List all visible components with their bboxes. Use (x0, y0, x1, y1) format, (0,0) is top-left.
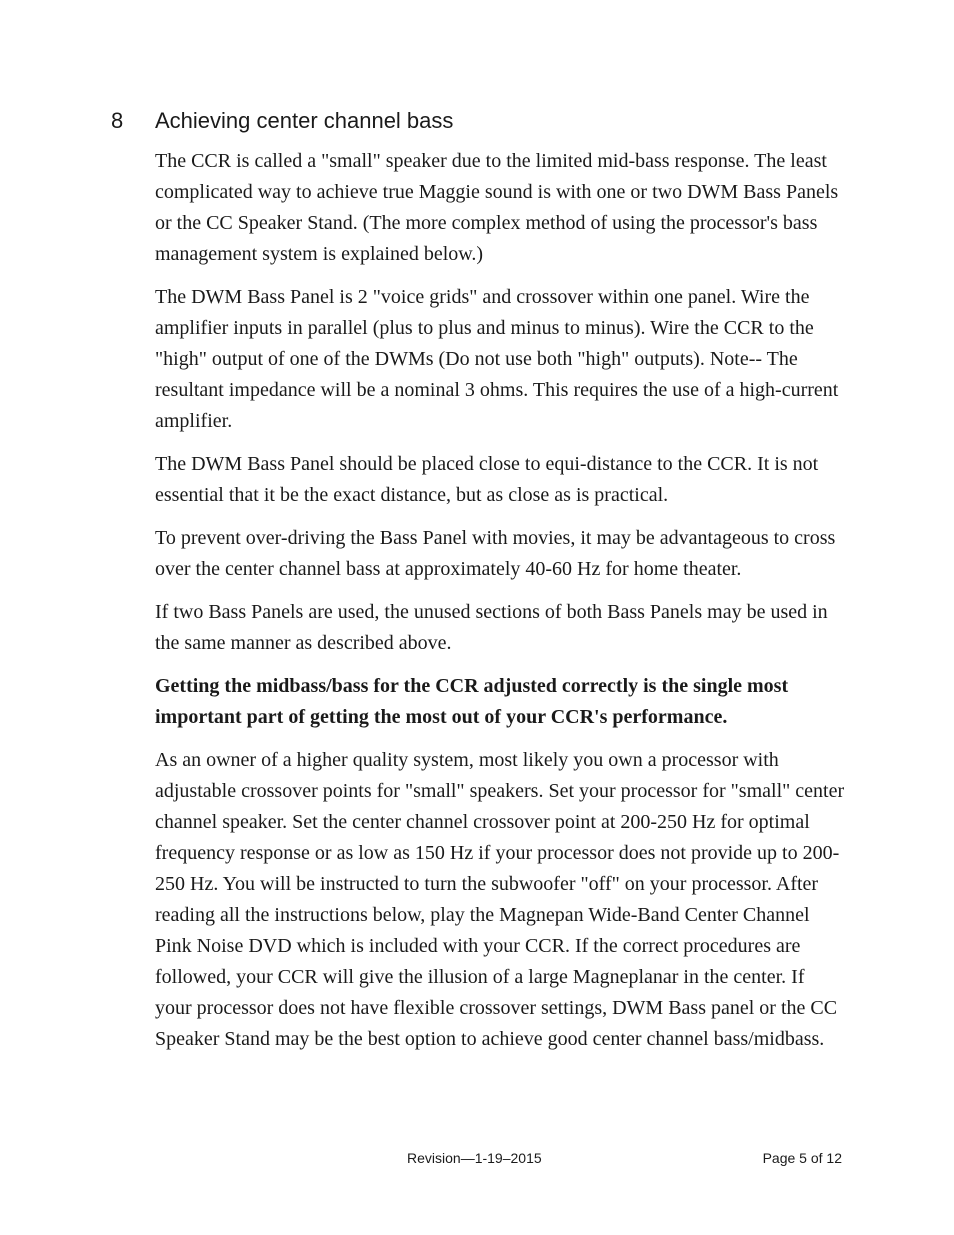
section-heading (111, 106, 831, 136)
paragraph-intro: The CCR is called a "small" speaker due to the limited mid-bass response. The least complicated way to achieve true Maggie sound is with one or two DWM Bass Panels or the CC Speaker Stand. (The more complex method of using the processor's bass management system is explained below.) (155, 150, 839, 265)
footer-page-number: Page 5 of 12 (762, 1150, 842, 1166)
paragraph-dwm-wiring: The DWM Bass Panel is 2 "voice grids" and crossover within one panel. Wire the amplifier inputs in parallel (plus to plus and minus to minus). Wire the CCR to the "high" output of one of the DWMs (Do not use both "high" outputs). Note-- The resultant impedance will be a nominal 3 ohms. This requires the use of a high-current amplifier. (155, 286, 839, 432)
footer-revision: Revision—1-19–2015 (407, 1150, 542, 1166)
paragraph-processor-setup: As an owner of a higher quality system, most likely you own a processor with adjustable crossover points for "small" speakers. Set your processor for "small" center channel speaker. Set the center channel crossover point at 200-250 Hz for optimal frequency response or as low as 150 Hz if your processor does not provide up to 200-250 Hz. You will be instructed to turn the subwoofer "off" on your processor. After reading all the instructions below, play the Magnepan Wide-Band Center Channel Pink Noise DVD which is included with your CCR. If the correct procedures are followed, your CCR will give the illusion of a large Magneplanar in the center. If your processor does not have flexible crossover settings, DWM Bass panel or the CC Speaker Stand may be the best option to achieve good center channel bass/midbass. (155, 749, 845, 1050)
paragraph-crossover-movies: To prevent over-driving the Bass Panel with movies, it may be advantageous to cross over the center channel bass at approximately 40-60 Hz for home theater. (155, 527, 836, 580)
paragraph-important-note: Getting the midbass/bass for the CCR adjusted correctly is the single most important part of getting the most out of your CCR's performance. (155, 675, 789, 728)
paragraph-two-panels: If two Bass Panels are used, the unused sections of both Bass Panels may be used in the same manner as described above. (155, 601, 828, 654)
section-body (155, 146, 845, 1067)
paragraph-placement: The DWM Bass Panel should be placed close to equi-distance to the CCR. It is not essential that it be the exact distance, but as close as is practical. (155, 453, 819, 506)
section-title: Achieving center channel bass (155, 108, 454, 133)
section-number: 8 (111, 108, 124, 133)
